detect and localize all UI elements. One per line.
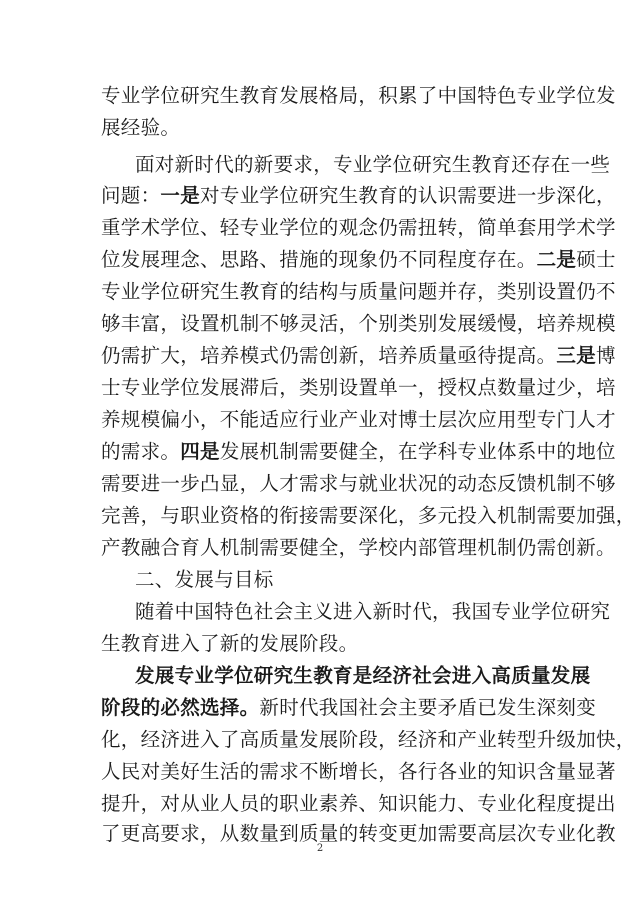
- paragraph-2-line-4: [101, 247, 616, 273]
- text-run: 新时代我国社会主要矛盾已发生深刻变: [259, 696, 597, 719]
- text-run: 的需求。: [101, 440, 181, 463]
- paragraph-1-line-1: 专业学位研究生教育发展格局，积累了中国特色专业学位发: [101, 84, 616, 107]
- paragraph-2-line-10: [101, 439, 616, 465]
- paragraph-4-line-4: 人民对美好生活的需求不断增长，各行各业的知识含量显著: [101, 760, 616, 783]
- bold-lead-text: 阶段的必然选择。: [101, 696, 260, 719]
- paragraph-2-line-7: [101, 343, 616, 369]
- paragraph-2-line-11: 需要进一步凸显，人才需求与就业状况的动态反馈机制不够: [101, 472, 616, 495]
- paragraph-2-line-2: [101, 183, 616, 209]
- page-number: 2: [316, 843, 324, 854]
- text-run: 发展机制需要健全，在学科专业体系中的地位: [219, 440, 616, 463]
- bold-marker-second: 二是: [536, 248, 577, 271]
- paragraph-2-line-13: 产教融合育人机制需要健全，学校内部管理机制仍需创新。: [101, 536, 616, 559]
- paragraph-4-line-1: 发展专业学位研究生教育是经济社会进入高质量发展: [135, 664, 591, 687]
- paragraph-2-line-5: 专业学位研究生教育的结构与质量问题并存，类别设置仍不: [101, 280, 616, 303]
- text-run: 硕士: [576, 248, 616, 271]
- paragraph-2-line-12: 完善，与职业资格的衔接需要深化，多元投入机制需要加强，: [101, 504, 636, 527]
- text-run: 位发展理念、思路、措施的现象仍不同程度存在。: [101, 248, 537, 271]
- paragraph-3-line-2: 生教育进入了新的发展阶段。: [101, 632, 359, 655]
- section-heading: 二、发展与目标: [135, 568, 274, 591]
- paragraph-2-line-8: 士专业学位发展滞后，类别设置单一，授权点数量过少，培: [101, 376, 616, 399]
- paragraph-3-line-1: 随着中国特色社会主义进入新时代，我国专业学位研究: [135, 600, 611, 623]
- paragraph-4-line-2: [101, 695, 597, 721]
- text-run: 仍需扩大，培养模式仍需创新，培养质量亟待提高。: [101, 344, 557, 367]
- text-run: 问题：: [101, 184, 161, 207]
- text-run: 对专业学位研究生教育的认识需要进一步深化，: [200, 184, 616, 207]
- bold-marker-third: 三是: [556, 344, 597, 367]
- bold-marker-first: 一是: [160, 184, 201, 207]
- text-run: 博: [596, 344, 616, 367]
- paragraph-1-line-2: 展经验。: [101, 116, 181, 139]
- paragraph-4-line-3: 化，经济进入了高质量发展阶段，经济和产业转型升级加快，: [101, 728, 636, 751]
- paragraph-2-line-1: 面对新时代的新要求，专业学位研究生教育还存在一些: [135, 153, 611, 176]
- paragraph-2-line-3: 重学术学位、轻专业学位的观念仍需扭转，简单套用学术学: [101, 216, 616, 239]
- paragraph-2-line-9: 养规模偏小，不能适应行业产业对博士层次应用型专门人才: [101, 408, 616, 431]
- paragraph-4-line-5: 提升，对从业人员的职业素养、知识能力、专业化程度提出: [101, 792, 616, 815]
- paragraph-2-line-6: 够丰富，设置机制不够灵活，个别类别发展缓慢，培养规模: [101, 312, 616, 335]
- bold-marker-fourth: 四是: [180, 440, 220, 463]
- paragraph-4-line-6: 了更高要求，从数量到质量的转变更加需要高层次专业化教: [101, 822, 616, 845]
